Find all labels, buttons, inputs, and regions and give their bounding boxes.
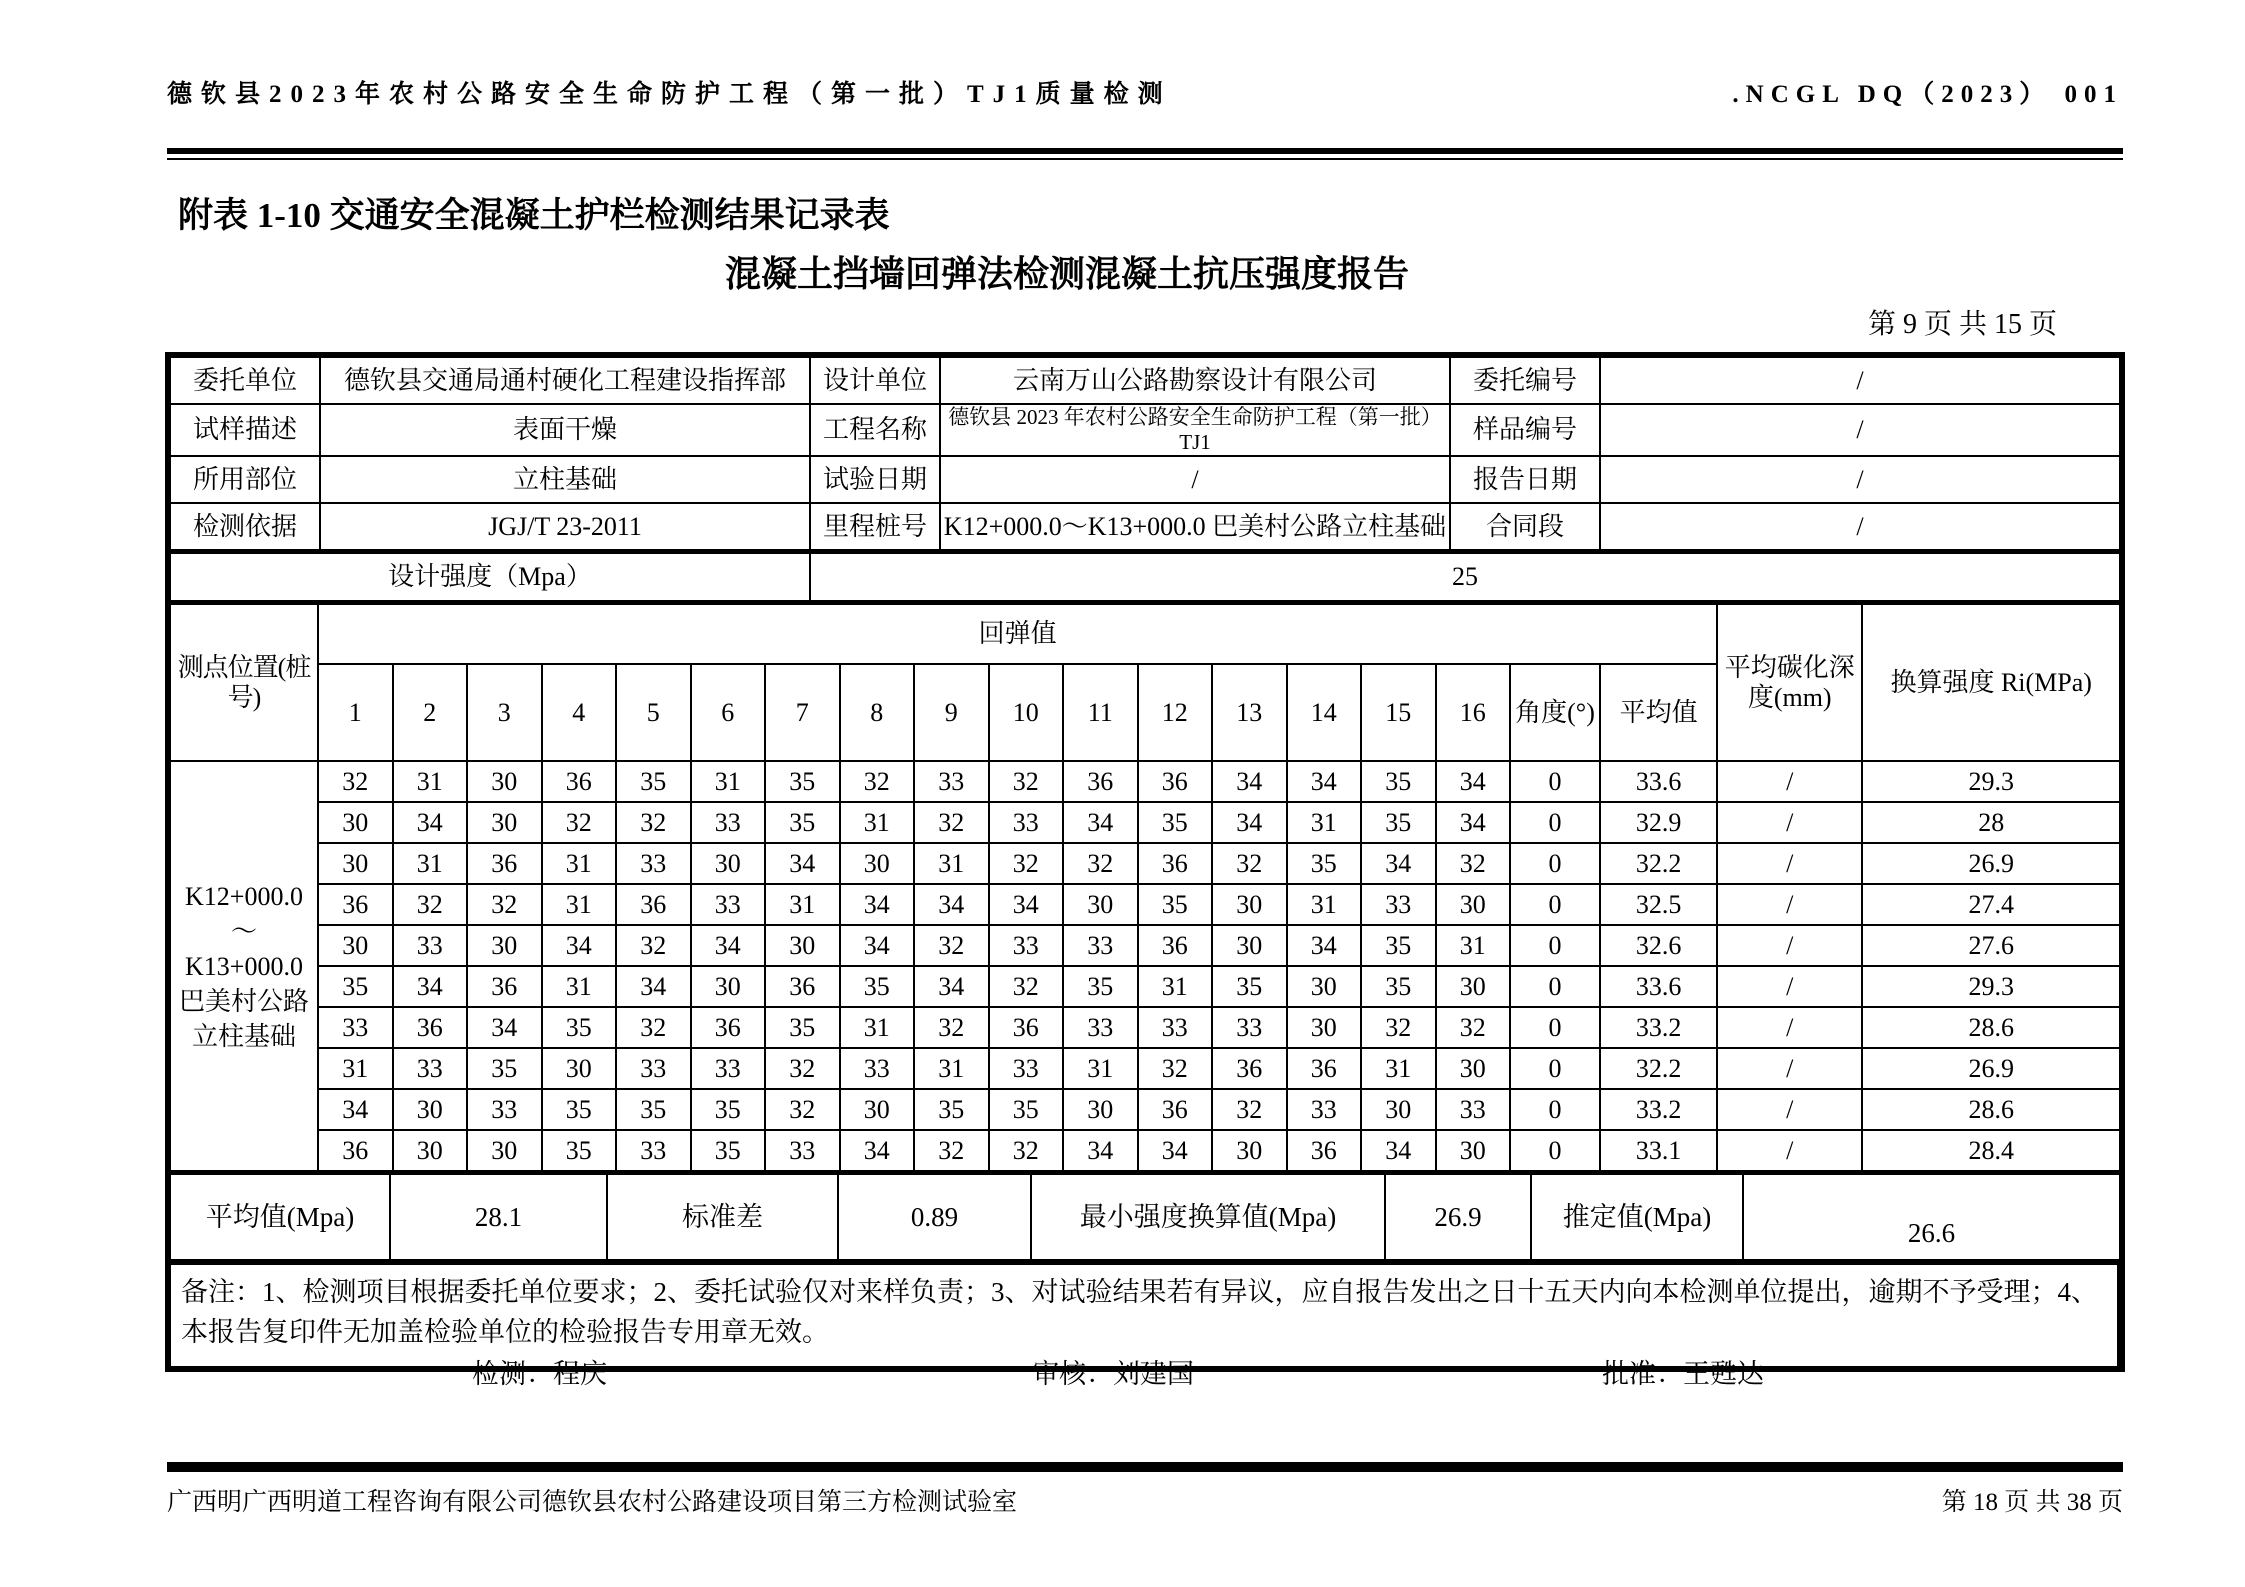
rebound-value-cell: 33: [393, 1048, 468, 1089]
rebound-value-cell: 30: [467, 761, 542, 802]
converted-strength-cell: 28.4: [1862, 1130, 2120, 1171]
rebound-value-cell: 35: [467, 1048, 542, 1089]
rebound-value-cell: 33: [1212, 1007, 1287, 1048]
rebound-value-cell: 35: [1361, 802, 1436, 843]
converted-strength-cell: 28.6: [1862, 1089, 2120, 1130]
rebound-col-number: 4: [542, 664, 617, 761]
rebound-value-cell: 32: [1212, 843, 1287, 884]
converted-strength-cell: 27.6: [1862, 925, 2120, 966]
angle-cell: 0: [1510, 1089, 1600, 1130]
footer-lab-name: 广西明广西明道工程咨询有限公司德钦县农村公路建设项目第三方检测试验室: [167, 1489, 1018, 1516]
rebound-value-cell: 33: [691, 802, 766, 843]
summary-avg-label: 平均值(Mpa): [170, 1174, 390, 1262]
rebound-value-cell: 32: [1436, 843, 1511, 884]
rebound-value-cell: 33: [1138, 1007, 1213, 1048]
rebound-value-cell: 31: [1287, 884, 1362, 925]
rebound-value-cell: 34: [1212, 761, 1287, 802]
rebound-value-cell: 35: [318, 966, 393, 1007]
rebound-value-cell: 30: [1212, 884, 1287, 925]
rebound-value-cell: 33: [318, 1007, 393, 1048]
rebound-value-cell: 34: [840, 1130, 915, 1171]
rebound-value-cell: 30: [1436, 1048, 1511, 1089]
rebound-value-cell: 34: [542, 925, 617, 966]
rebound-value-cell: 36: [467, 843, 542, 884]
info-value: 立柱基础: [320, 456, 810, 503]
rebound-value-cell: 32: [616, 802, 691, 843]
rebound-value-cell: 36: [1287, 1130, 1362, 1171]
rebound-value-cell: 35: [1361, 761, 1436, 802]
info-table: [169, 356, 2121, 552]
rebound-value-cell: 34: [1361, 1130, 1436, 1171]
reviewer-signature: 审核：刘建国: [1032, 1359, 1194, 1389]
rebound-value-cell: 32: [765, 1089, 840, 1130]
rebound-col-number: 8: [840, 664, 915, 761]
rebound-value-cell: 32: [542, 802, 617, 843]
carbonation-cell: /: [1717, 761, 1862, 802]
rebound-value-cell: 35: [616, 761, 691, 802]
average-cell: 33.2: [1600, 1007, 1717, 1048]
rebound-value-cell: 33: [1287, 1089, 1362, 1130]
summary-inferred-value: 26.6: [1743, 1174, 2120, 1262]
rebound-col-number: 12: [1138, 664, 1213, 761]
rebound-value-cell: 32: [989, 966, 1064, 1007]
average-cell: 32.9: [1600, 802, 1717, 843]
converted-strength-cell: 29.3: [1862, 966, 2120, 1007]
rebound-value-cell: 32: [393, 884, 468, 925]
rebound-value-cell: 35: [765, 1007, 840, 1048]
rebound-value-cell: 32: [840, 761, 915, 802]
rebound-value-cell: 32: [989, 1130, 1064, 1171]
carbonation-cell: /: [1717, 802, 1862, 843]
rebound-value-cell: 31: [1138, 966, 1213, 1007]
approver-signature: 批准：王甦达: [1602, 1359, 1764, 1389]
rebound-col-number: 5: [616, 664, 691, 761]
angle-cell: 0: [1510, 1130, 1600, 1171]
rebound-value-cell: 34: [1063, 802, 1138, 843]
converted-strength-column-header: 换算强度 Ri(MPa): [1862, 604, 2120, 761]
rebound-value-cell: 34: [1287, 925, 1362, 966]
converted-strength-cell: 28: [1862, 802, 2120, 843]
rebound-value-cell: 32: [1063, 843, 1138, 884]
info-value: JGJ/T 23-2011: [320, 503, 810, 551]
rebound-value-cell: 32: [914, 925, 989, 966]
info-label: 里程桩号: [810, 503, 940, 551]
summary-std-value: 0.89: [838, 1174, 1031, 1262]
rebound-value-cell: 35: [1287, 843, 1362, 884]
rebound-value-cell: 32: [1361, 1007, 1436, 1048]
rebound-value-cell: 35: [840, 966, 915, 1007]
average-cell: 33.6: [1600, 966, 1717, 1007]
rebound-value-cell: 30: [691, 966, 766, 1007]
rebound-value-cell: 35: [616, 1089, 691, 1130]
rebound-value-cell: 36: [989, 1007, 1064, 1048]
angle-cell: 0: [1510, 884, 1600, 925]
angle-cell: 0: [1510, 843, 1600, 884]
rebound-value-cell: 34: [765, 843, 840, 884]
rebound-value-cell: 31: [914, 843, 989, 884]
rebound-value-cell: 35: [765, 802, 840, 843]
rebound-value-cell: 31: [318, 1048, 393, 1089]
rebound-value-cell: 30: [1436, 1130, 1511, 1171]
info-row: [170, 456, 2120, 503]
rebound-value-cell: 35: [1138, 802, 1213, 843]
angle-cell: 0: [1510, 925, 1600, 966]
rebound-value-cell: 36: [1287, 1048, 1362, 1089]
rebound-value-cell: 36: [318, 884, 393, 925]
summary-row: [170, 1174, 2120, 1262]
measure-position-cell: K12+000.0～K13+000.0 巴美村公路立柱基础: [170, 761, 318, 1171]
rebound-value-cell: 30: [318, 843, 393, 884]
page-header: [167, 74, 2123, 110]
rebound-value-cell: 30: [467, 925, 542, 966]
info-label: 试样描述: [170, 404, 320, 456]
rebound-value-cell: 30: [691, 843, 766, 884]
info-value: /: [1600, 357, 2120, 404]
converted-strength-cell: 26.9: [1862, 843, 2120, 884]
rebound-value-cell: 31: [1361, 1048, 1436, 1089]
info-value: 表面干燥: [320, 404, 810, 456]
rebound-value-cell: 36: [616, 884, 691, 925]
info-value: /: [940, 456, 1450, 503]
rule-thick: [167, 148, 2123, 154]
rebound-value-cell: 32: [1212, 1089, 1287, 1130]
page-indicator: 第 9 页 共 15 页: [1867, 309, 2057, 340]
rebound-data-row: [170, 1048, 2120, 1089]
rebound-value-cell: 30: [840, 843, 915, 884]
info-value: 德钦县交通局通村硬化工程建设指挥部: [320, 357, 810, 404]
info-label: 合同段: [1450, 503, 1600, 551]
rebound-value-cell: 31: [1287, 802, 1362, 843]
rebound-value-cell: 34: [1436, 761, 1511, 802]
rebound-value-cell: 30: [1436, 884, 1511, 925]
carbonation-cell: /: [1717, 1089, 1862, 1130]
rebound-value-cell: 34: [1436, 802, 1511, 843]
rebound-value-cell: 31: [542, 966, 617, 1007]
info-label: 报告日期: [1450, 456, 1600, 503]
summary-std-label: 标准差: [607, 1174, 838, 1262]
rebound-col-number: 3: [467, 664, 542, 761]
rebound-value-cell: 32: [318, 761, 393, 802]
rebound-value-cell: 30: [1436, 966, 1511, 1007]
rebound-value-cell: 33: [1361, 884, 1436, 925]
rebound-value-cell: 31: [840, 1007, 915, 1048]
rebound-value-cell: 36: [542, 761, 617, 802]
rebound-col-number: 9: [914, 664, 989, 761]
rebound-head-row-1: [170, 604, 2120, 664]
rebound-value-cell: 30: [765, 925, 840, 966]
position-column-header: 测点位置(桩号): [170, 604, 318, 761]
info-row: [170, 357, 2120, 404]
average-cell: 32.2: [1600, 843, 1717, 884]
rebound-value-cell: 31: [840, 802, 915, 843]
angle-column-header: 角度(°): [1510, 664, 1600, 761]
rebound-data-row: [170, 925, 2120, 966]
info-label: 设计单位: [810, 357, 940, 404]
design-strength-table: [169, 552, 2121, 603]
rebound-value-cell: 32: [616, 925, 691, 966]
rebound-value-cell: 32: [914, 802, 989, 843]
info-row: [170, 503, 2120, 551]
converted-strength-cell: 28.6: [1862, 1007, 2120, 1048]
rebound-value-cell: 34: [1287, 761, 1362, 802]
rebound-value-cell: 35: [914, 1089, 989, 1130]
info-value: K12+000.0～K13+000.0 巴美村公路立柱基础: [940, 503, 1450, 551]
info-label: 检测依据: [170, 503, 320, 551]
rebound-value-cell: 30: [318, 925, 393, 966]
angle-cell: 0: [1510, 1007, 1600, 1048]
carbonation-cell: /: [1717, 1048, 1862, 1089]
rebound-data-row: [170, 802, 2120, 843]
rebound-data-row: [170, 966, 2120, 1007]
info-value: /: [1600, 404, 2120, 456]
rebound-value-cell: 33: [616, 843, 691, 884]
rebound-value-cell: 34: [1212, 802, 1287, 843]
rebound-value-cell: 35: [1063, 966, 1138, 1007]
rebound-value-cell: 35: [1212, 966, 1287, 1007]
rebound-value-cell: 33: [989, 802, 1064, 843]
rebound-value-cell: 32: [1138, 1048, 1213, 1089]
rebound-value-cell: 33: [1063, 925, 1138, 966]
rebound-value-cell: 34: [914, 966, 989, 1007]
rebound-value-cell: 33: [765, 1130, 840, 1171]
average-column-header: 平均值: [1600, 664, 1717, 761]
rebound-value-cell: 34: [989, 884, 1064, 925]
rebound-col-number: 10: [989, 664, 1064, 761]
rebound-value-cell: 35: [1361, 925, 1436, 966]
rebound-value-cell: 36: [1138, 925, 1213, 966]
rebound-value-cell: 35: [542, 1089, 617, 1130]
rebound-data-row: [170, 1089, 2120, 1130]
rebound-value-cell: 31: [393, 761, 468, 802]
report-title: 混凝土挡墙回弹法检测混凝土抗压强度报告: [724, 254, 1409, 294]
rebound-tbody: [170, 761, 2120, 1171]
rebound-value-cell: 36: [691, 1007, 766, 1048]
design-strength-row: [170, 553, 2120, 602]
footer-rule: [167, 1462, 2123, 1472]
rebound-value-cell: 35: [542, 1130, 617, 1171]
rebound-value-cell: 34: [1361, 843, 1436, 884]
report-table-frame: [165, 352, 2125, 1372]
converted-strength-cell: 27.4: [1862, 884, 2120, 925]
average-cell: 33.6: [1600, 761, 1717, 802]
rebound-value-cell: 32: [914, 1130, 989, 1171]
rebound-value-cell: 30: [1063, 884, 1138, 925]
rebound-value-cell: 35: [542, 1007, 617, 1048]
converted-strength-cell: 26.9: [1862, 1048, 2120, 1089]
rebound-table-head: [170, 604, 2120, 761]
carbonation-cell: /: [1717, 1130, 1862, 1171]
rebound-value-cell: 33: [616, 1048, 691, 1089]
rule-thin: [167, 158, 2123, 160]
rebound-table: [169, 603, 2121, 1172]
rebound-value-cell: 31: [1436, 925, 1511, 966]
rebound-data-row: [170, 843, 2120, 884]
summary-inferred-label: 推定值(Mpa): [1531, 1174, 1743, 1262]
rebound-value-cell: 34: [914, 884, 989, 925]
info-value: /: [1600, 456, 2120, 503]
rebound-value-cell: 34: [393, 966, 468, 1007]
rebound-value-cell: 34: [840, 925, 915, 966]
rebound-value-cell: 34: [840, 884, 915, 925]
rebound-value-cell: 36: [318, 1130, 393, 1171]
rebound-data-row: [170, 884, 2120, 925]
rebound-value-cell: 35: [691, 1089, 766, 1130]
rebound-value-cell: 31: [914, 1048, 989, 1089]
rebound-value-cell: 33: [989, 925, 1064, 966]
summary-min-value: 26.9: [1385, 1174, 1531, 1262]
rebound-value-cell: 36: [393, 1007, 468, 1048]
rebound-value-cell: 36: [1138, 843, 1213, 884]
average-cell: 32.6: [1600, 925, 1717, 966]
rebound-value-cell: 33: [467, 1089, 542, 1130]
rebound-col-number: 14: [1287, 664, 1362, 761]
carbonation-cell: /: [1717, 1007, 1862, 1048]
rebound-col-number: 15: [1361, 664, 1436, 761]
rebound-value-cell: 35: [1138, 884, 1213, 925]
rebound-values-header: 回弹值: [318, 604, 1717, 664]
rebound-value-cell: 30: [1287, 966, 1362, 1007]
notes-text: 备注：1、检测项目根据委托单位要求；2、委托试验仅对来样负责；3、对试验结果若有异议，应自报告发出之日十五天内向本检测单位提出，逾期不予受理；4、本报告复印件无加盖检验单位的检验报告专用章无效。: [170, 1264, 2118, 1366]
rebound-value-cell: 34: [1063, 1130, 1138, 1171]
signature-line: [167, 1352, 2123, 1392]
rebound-col-number: 16: [1436, 664, 1511, 761]
angle-cell: 0: [1510, 966, 1600, 1007]
rebound-value-cell: 32: [914, 1007, 989, 1048]
design-strength-label: 设计强度（Mpa）: [170, 553, 810, 602]
carbonation-cell: /: [1717, 966, 1862, 1007]
info-label: 所用部位: [170, 456, 320, 503]
converted-strength-cell: 29.3: [1862, 761, 2120, 802]
rebound-value-cell: 30: [393, 1130, 468, 1171]
rebound-value-cell: 31: [542, 843, 617, 884]
rebound-value-cell: 30: [467, 802, 542, 843]
info-label: 工程名称: [810, 404, 940, 456]
rebound-value-cell: 36: [1138, 1089, 1213, 1130]
rebound-value-cell: 30: [393, 1089, 468, 1130]
rebound-value-cell: 36: [467, 966, 542, 1007]
average-cell: 33.2: [1600, 1089, 1717, 1130]
rebound-col-number: 11: [1063, 664, 1138, 761]
average-cell: 32.5: [1600, 884, 1717, 925]
attachment-title: 附表 1-10 交通安全混凝土护栏检测结果记录表: [178, 196, 890, 235]
rebound-value-cell: 30: [1063, 1089, 1138, 1130]
info-value: /: [1600, 503, 2120, 551]
average-cell: 33.1: [1600, 1130, 1717, 1171]
rebound-value-cell: 35: [691, 1130, 766, 1171]
rebound-data-row: [170, 761, 2120, 802]
rebound-col-number: 6: [691, 664, 766, 761]
rebound-value-cell: 34: [393, 802, 468, 843]
rebound-value-cell: 31: [1063, 1048, 1138, 1089]
carbonation-cell: /: [1717, 843, 1862, 884]
rebound-value-cell: 35: [765, 761, 840, 802]
carbonation-cell: /: [1717, 884, 1862, 925]
rebound-col-number: 7: [765, 664, 840, 761]
rebound-value-cell: 36: [765, 966, 840, 1007]
design-strength-value: 25: [810, 553, 2120, 602]
rebound-value-cell: 32: [765, 1048, 840, 1089]
rebound-data-row: [170, 1130, 2120, 1171]
tester-signature: 检测：程庆: [472, 1359, 607, 1389]
summary-min-label: 最小强度换算值(Mpa): [1031, 1174, 1385, 1262]
rebound-value-cell: 34: [691, 925, 766, 966]
rebound-value-cell: 30: [318, 802, 393, 843]
rebound-value-cell: 33: [840, 1048, 915, 1089]
rebound-value-cell: 32: [616, 1007, 691, 1048]
rebound-value-cell: 33: [1436, 1089, 1511, 1130]
summary-avg-value: 28.1: [390, 1174, 607, 1262]
rebound-value-cell: 32: [1436, 1007, 1511, 1048]
header-right-code: .NCGL DQ（2023） 001: [1732, 81, 2123, 108]
rebound-value-cell: 30: [467, 1130, 542, 1171]
rebound-value-cell: 32: [989, 761, 1064, 802]
rebound-value-cell: 30: [840, 1089, 915, 1130]
summary-table: [169, 1172, 2121, 1263]
header-double-rule: [167, 148, 2123, 160]
rebound-value-cell: 32: [467, 884, 542, 925]
rebound-value-cell: 33: [914, 761, 989, 802]
rebound-col-number: 13: [1212, 664, 1287, 761]
footer-page-number: 第 18 页 共 38 页: [1941, 1489, 2123, 1516]
header-left-text: 德钦县2023年农村公路安全生命防护工程（第一批）TJ1质量检测: [167, 81, 1172, 108]
rebound-value-cell: 30: [1287, 1007, 1362, 1048]
info-label: 委托编号: [1450, 357, 1600, 404]
info-label: 样品编号: [1450, 404, 1600, 456]
info-label: 试验日期: [810, 456, 940, 503]
rebound-value-cell: 31: [542, 884, 617, 925]
rebound-value-cell: 34: [616, 966, 691, 1007]
rebound-value-cell: 33: [691, 1048, 766, 1089]
angle-cell: 0: [1510, 761, 1600, 802]
rebound-value-cell: 33: [1063, 1007, 1138, 1048]
rebound-value-cell: 30: [1212, 925, 1287, 966]
angle-cell: 0: [1510, 802, 1600, 843]
rebound-value-cell: 33: [616, 1130, 691, 1171]
rebound-value-cell: 34: [318, 1089, 393, 1130]
rebound-value-cell: 31: [393, 843, 468, 884]
info-value: 德钦县 2023 年农村公路安全生命防护工程（第一批）TJ1: [940, 404, 1450, 456]
rebound-value-cell: 34: [467, 1007, 542, 1048]
rebound-value-cell: 36: [1063, 761, 1138, 802]
rebound-col-number: 2: [393, 664, 468, 761]
rebound-value-cell: 35: [989, 1089, 1064, 1130]
rebound-data-row: [170, 1007, 2120, 1048]
carbonation-column-header: 平均碳化深度(mm): [1717, 604, 1862, 761]
rebound-value-cell: 34: [1138, 1130, 1213, 1171]
rebound-value-cell: 36: [1212, 1048, 1287, 1089]
rebound-value-cell: 33: [989, 1048, 1064, 1089]
rebound-value-cell: 30: [542, 1048, 617, 1089]
info-value: 云南万山公路勘察设计有限公司: [940, 357, 1450, 404]
average-cell: 32.2: [1600, 1048, 1717, 1089]
rebound-value-cell: 33: [691, 884, 766, 925]
page-footer: [167, 1482, 2123, 1518]
info-row: [170, 404, 2120, 456]
rebound-value-cell: 32: [989, 843, 1064, 884]
rebound-col-number: 1: [318, 664, 393, 761]
rebound-value-cell: 33: [393, 925, 468, 966]
rebound-value-cell: 30: [1212, 1130, 1287, 1171]
rebound-value-cell: 30: [1361, 1089, 1436, 1130]
info-label: 委托单位: [170, 357, 320, 404]
carbonation-cell: /: [1717, 925, 1862, 966]
angle-cell: 0: [1510, 1048, 1600, 1089]
rebound-value-cell: 35: [1361, 966, 1436, 1007]
rebound-value-cell: 36: [1138, 761, 1213, 802]
rebound-value-cell: 31: [691, 761, 766, 802]
rebound-value-cell: 31: [765, 884, 840, 925]
